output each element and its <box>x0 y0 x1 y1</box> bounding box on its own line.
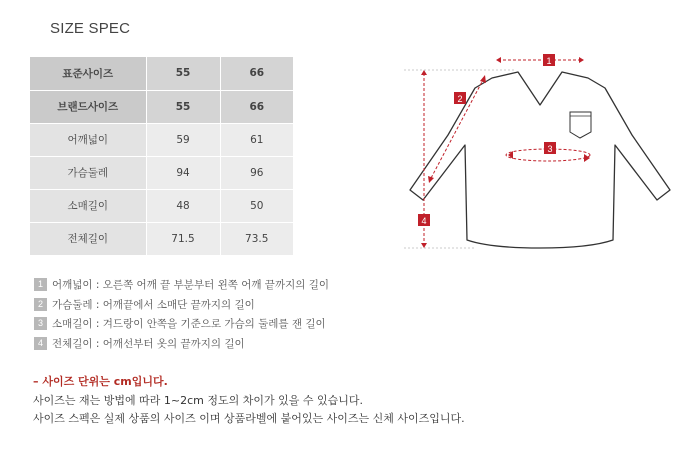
marker-2 <box>454 92 466 104</box>
arrow-head <box>480 75 486 83</box>
size-value: 71.5 <box>146 222 220 255</box>
size-value: 66 <box>220 90 293 123</box>
legend-number-badge: 3 <box>34 317 47 330</box>
size-value: 94 <box>146 156 220 189</box>
size-value: 73.5 <box>220 222 293 255</box>
size-value: 50 <box>220 189 293 222</box>
size-spec-table <box>30 57 293 256</box>
size-value: 96 <box>220 156 293 189</box>
svg-text:2: 2 <box>457 94 463 104</box>
table-row <box>30 123 293 156</box>
size-value: 59 <box>146 123 220 156</box>
legend-text: 어깨넓이 : 오른쪽 어깨 끝 부분부터 왼쪽 어깨 끝까지의 길이 <box>52 279 330 292</box>
row-label: 어깨넓이 <box>30 123 146 156</box>
measurement-legend <box>34 275 329 353</box>
row-label: 표준사이즈 <box>30 57 146 90</box>
size-value: 55 <box>146 90 220 123</box>
table-row <box>30 156 293 189</box>
legend-number-badge: 2 <box>34 298 47 311</box>
table-row <box>30 57 293 90</box>
table-row <box>30 222 293 255</box>
arrow-head <box>421 70 427 75</box>
page-title: SIZE SPEC <box>50 20 131 37</box>
arrow-head <box>421 243 427 248</box>
size-value: 48 <box>146 189 220 222</box>
arrow-head <box>579 57 584 63</box>
variance-note: 사이즈는 재는 방법에 따라 1~2cm 정도의 차이가 있을 수 있습니다. <box>33 394 363 407</box>
legend-item <box>34 295 329 315</box>
legend-item <box>34 334 329 354</box>
size-value: 66 <box>220 57 293 90</box>
legend-number-badge: 4 <box>34 337 47 350</box>
svg-text:4: 4 <box>421 216 427 226</box>
legend-text: 전체길이 : 어깨선부터 옷의 끝까지의 길이 <box>52 337 245 350</box>
row-label: 브랜드사이즈 <box>30 90 146 123</box>
marker-1 <box>543 54 555 66</box>
table-row <box>30 90 293 123</box>
size-value: 61 <box>220 123 293 156</box>
svg-text:3: 3 <box>547 144 553 154</box>
row-label: 소매길이 <box>30 189 146 222</box>
garment-outline <box>410 72 670 248</box>
svg-text:1: 1 <box>546 56 552 66</box>
unit-note: – 사이즈 단위는 cm입니다. <box>33 375 168 388</box>
legend-item <box>34 314 329 334</box>
legend-number-badge: 1 <box>34 278 47 291</box>
garment-measurement-diagram <box>400 50 680 260</box>
legend-item <box>34 275 329 295</box>
row-label: 가슴둘레 <box>30 156 146 189</box>
legend-text: 가슴둘레 : 어깨끝에서 소매단 끝까지의 길이 <box>52 298 255 311</box>
table-row <box>30 189 293 222</box>
label-size-note: 사이즈 스펙은 실제 상품의 사이즈 이며 상품라벨에 붙어있는 사이즈는 신체 사이즈입니다. <box>33 412 465 425</box>
marker-4 <box>418 214 430 226</box>
marker-3 <box>544 142 556 154</box>
legend-text: 소매길이 : 겨드랑이 안쪽을 기준으로 가슴의 둘레를 잰 길이 <box>52 318 326 331</box>
size-value: 55 <box>146 57 220 90</box>
arrow-head <box>496 57 501 63</box>
row-label: 전체길이 <box>30 222 146 255</box>
